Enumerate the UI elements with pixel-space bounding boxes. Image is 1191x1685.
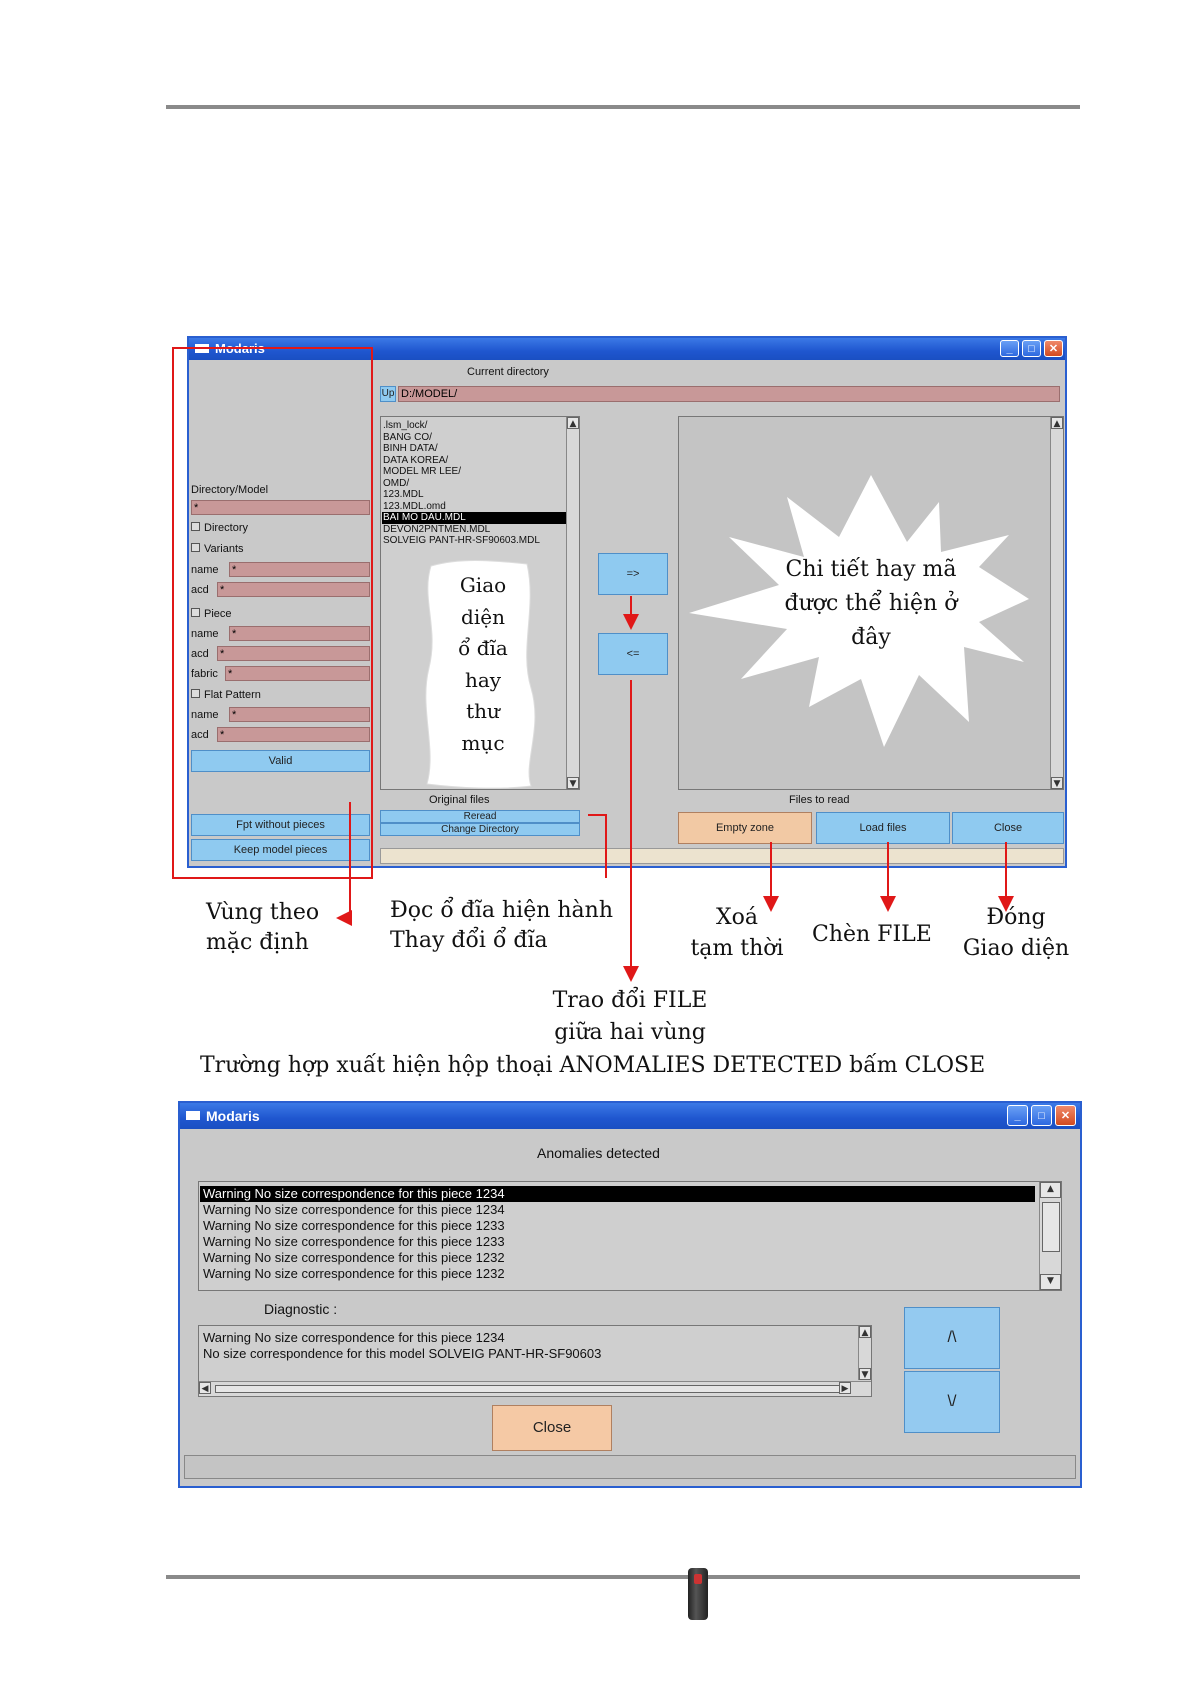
note-line: đây: [851, 625, 891, 650]
variants-checkbox[interactable]: Variants: [191, 543, 244, 555]
note-line: ổ đĩa: [458, 636, 508, 660]
default-zone-note: [206, 898, 319, 958]
change-directory-button[interactable]: Change Directory: [380, 823, 580, 836]
delete-temp-note: [690, 902, 784, 964]
diagnostic-line: No size correspondence for this model SOLVEIG PANT-HR-SF90603: [203, 1346, 602, 1361]
file-list-item[interactable]: DEVON2PNTMEN.MDL: [383, 523, 491, 535]
close-icon[interactable]: ✕: [1055, 1105, 1076, 1126]
window-title: Modaris: [206, 1108, 260, 1124]
piece-fabric-input[interactable]: *: [225, 666, 370, 681]
scroll-down-button[interactable]: \/: [904, 1371, 1000, 1433]
piece-checkbox[interactable]: Piece: [191, 608, 232, 620]
file-list-item[interactable]: .lsm_lock/: [383, 420, 428, 431]
file-list-item[interactable]: 123.MDL: [383, 489, 424, 500]
note-line: Đọc ổ đĩa hiện hành: [390, 898, 614, 923]
directory-model-input[interactable]: *: [191, 500, 370, 515]
hscroll-thumb[interactable]: [215, 1385, 841, 1393]
flat-name-input[interactable]: *: [229, 707, 370, 722]
variants-name-input[interactable]: *: [229, 562, 370, 577]
scroll-right-icon[interactable]: ▶: [839, 1382, 851, 1394]
note-line: diện: [461, 604, 505, 629]
exchange-note: [540, 985, 720, 1049]
window-titlebar: [180, 1103, 1080, 1129]
diagnostic-hscroll[interactable]: [199, 1381, 871, 1396]
original-files-label: Original files: [429, 794, 490, 806]
directory-checkbox[interactable]: Directory: [191, 522, 248, 534]
note-line: Trao đổi FILE: [552, 988, 708, 1013]
scroll-up-button[interactable]: /\: [904, 1307, 1000, 1369]
scroll-up-icon[interactable]: ▲: [1040, 1182, 1061, 1198]
file-list-item[interactable]: 123.MDL.omd: [383, 500, 446, 512]
note-line: Thay đổi ổ đĩa: [390, 928, 548, 953]
flat-acd-input[interactable]: *: [217, 727, 370, 742]
warning-row[interactable]: Warning No size correspondence for this piece 1234: [200, 1186, 1035, 1202]
note-line: tạm thời: [690, 936, 784, 961]
fpt-without-pieces-button[interactable]: Fpt without pieces: [191, 814, 370, 836]
variants-name-label: name: [191, 564, 219, 576]
path-input[interactable]: D:/MODEL/: [398, 386, 1060, 402]
scroll-down-icon[interactable]: ▼: [567, 777, 579, 789]
directory-model-label: Directory/Model: [191, 484, 269, 496]
scroll-up-icon[interactable]: ▲: [859, 1326, 871, 1338]
minimize-icon[interactable]: _: [1007, 1105, 1028, 1126]
note-line: Giao: [459, 573, 507, 597]
scroll-left-icon[interactable]: ◀: [199, 1382, 211, 1394]
scroll-up-icon[interactable]: ▲: [1051, 417, 1063, 429]
warning-row[interactable]: Warning No size correspondence for this piece 1233: [203, 1234, 505, 1249]
empty-zone-button[interactable]: Empty zone: [678, 812, 812, 844]
note-line: mặc định: [206, 930, 309, 955]
piece-name-label: name: [191, 628, 219, 640]
warnings-scrollbar[interactable]: [1039, 1182, 1061, 1290]
file-list-item[interactable]: BINH DATA/: [383, 443, 438, 454]
current-directory-label: Current directory: [467, 366, 549, 378]
minimize-icon[interactable]: _: [1000, 340, 1019, 357]
scroll-down-icon[interactable]: ▼: [1040, 1274, 1061, 1290]
file-list-item[interactable]: SOLVEIG PANT-HR-SF90603.MDL: [383, 535, 540, 546]
warning-list-items: [200, 1186, 1035, 1282]
note-line: giữa hai vùng: [554, 1020, 706, 1045]
reread-button[interactable]: Reread: [380, 810, 580, 823]
anomalies-status-bar: [184, 1455, 1076, 1479]
default-zone-arrow: [340, 802, 350, 918]
note-line: Đóng: [986, 905, 1046, 930]
scroll-up-icon[interactable]: ▲: [567, 417, 579, 429]
anomalies-heading: Anomalies detected: [537, 1145, 660, 1161]
note-line: Xoá: [715, 905, 759, 930]
maximize-icon[interactable]: □: [1031, 1105, 1052, 1126]
note-line: được thể hiện ở: [784, 591, 958, 616]
warning-row[interactable]: Warning No size correspondence for this piece 1232: [203, 1250, 505, 1265]
valid-button[interactable]: Valid: [191, 750, 370, 772]
variants-acd-label: acd: [191, 584, 209, 596]
maximize-icon[interactable]: □: [1022, 340, 1041, 357]
diagnostic-lines: [200, 1330, 850, 1362]
anomalies-close-button[interactable]: Close: [492, 1405, 612, 1451]
close-button[interactable]: Close: [952, 812, 1064, 844]
file-list-item[interactable]: BAI MO DAU.MDL: [382, 512, 566, 524]
file-list-item[interactable]: OMD/: [383, 477, 410, 489]
flat-pattern-checkbox[interactable]: Flat Pattern: [191, 689, 261, 701]
move-left-button[interactable]: <=: [598, 633, 668, 675]
flat-name-label: name: [191, 709, 219, 721]
move-right-button[interactable]: =>: [598, 553, 668, 595]
file-list-item[interactable]: MODEL MR LEE/: [383, 466, 461, 477]
app-logo-icon: [186, 1111, 200, 1120]
window-title: Modaris: [215, 341, 265, 356]
file-list-item[interactable]: BANG CO/: [383, 431, 432, 443]
close-icon[interactable]: ✕: [1044, 340, 1063, 357]
diagnostic-vscroll[interactable]: [858, 1326, 871, 1380]
warnings-list[interactable]: [198, 1181, 1062, 1291]
variants-acd-input[interactable]: *: [217, 582, 370, 597]
files-to-read-label: Files to read: [789, 794, 850, 806]
note-line: Chi tiết hay mã: [785, 557, 957, 582]
scroll-thumb[interactable]: [1042, 1202, 1060, 1252]
up-button[interactable]: Up: [380, 386, 396, 402]
piece-name-input[interactable]: *: [229, 626, 370, 641]
insert-file-note: Chèn FILE: [812, 922, 932, 947]
caption: Trường hợp xuất hiện hộp thoại ANOMALIES DETECTED bấm CLOSE: [200, 1053, 986, 1078]
close-ui-note: [960, 902, 1072, 964]
warning-row[interactable]: Warning No size correspondence for this piece 1232: [203, 1266, 505, 1281]
scroll-down-icon[interactable]: ▼: [1051, 777, 1063, 789]
load-files-button[interactable]: Load files: [816, 812, 950, 844]
reread-arrow: [588, 815, 606, 878]
read-drive-note: [390, 896, 613, 956]
piece-fabric-label: fabric: [191, 668, 218, 680]
piece-acd-input[interactable]: *: [217, 646, 370, 661]
default-zone-frame: [173, 348, 372, 878]
note-line: Vùng theo: [206, 900, 320, 925]
anomalies-window: [178, 1101, 1082, 1488]
scroll-down-icon[interactable]: ▼: [859, 1368, 871, 1380]
diagnostic-label: Diagnostic :: [264, 1301, 338, 1317]
flat-acd-label: acd: [191, 729, 209, 741]
file-list-item[interactable]: DATA KOREA/: [383, 454, 449, 466]
note-line: Giao diện: [962, 936, 1070, 961]
diagnostic-line: Warning No size correspondence for this piece 1234: [203, 1330, 505, 1345]
note-line: thư: [466, 699, 500, 723]
warning-row[interactable]: Warning No size correspondence for this piece 1233: [203, 1218, 505, 1233]
piece-acd-label: acd: [191, 648, 209, 660]
warning-row[interactable]: Warning No size correspondence for this piece 1234: [203, 1202, 505, 1217]
diagnostic-box[interactable]: [198, 1325, 872, 1397]
note-line: hay: [464, 667, 502, 692]
keep-model-pieces-button[interactable]: Keep model pieces: [191, 839, 370, 861]
note-line: mục: [461, 730, 505, 755]
